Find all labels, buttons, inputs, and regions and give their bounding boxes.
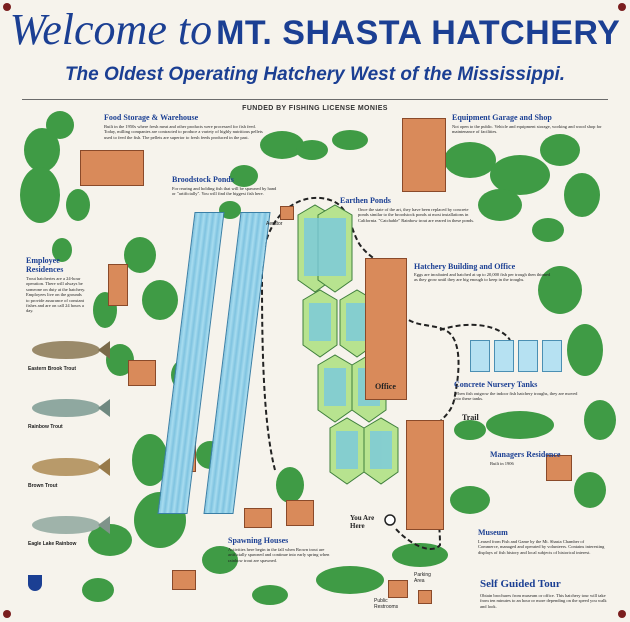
label-broodstock: Broodstock Ponds <box>172 175 234 184</box>
nursery-tank-4 <box>542 340 562 372</box>
trees-top-right <box>444 134 600 242</box>
fish-eagle-lake-rainbow <box>28 510 110 540</box>
label-trail: Trail <box>462 413 479 422</box>
label-food-storage: Food Storage & Warehouse <box>104 113 199 122</box>
desc-spawning: Activities here begin in the fall when Brown trout are artificially spawned and continue into early spring when rainbow trout are spawned. <box>228 547 330 563</box>
restroom-building <box>388 580 408 598</box>
label-restrooms: Public Restrooms <box>374 598 399 610</box>
label-self-guided: Self Guided Tour <box>480 578 561 590</box>
fish-icon <box>28 452 110 482</box>
desc-tanks: When fish outgrow the indoor fish hatchery troughs, they are moved into these tanks. <box>454 391 578 402</box>
title-welcome: Welcome to <box>9 5 213 54</box>
small-outbuilding <box>172 570 196 590</box>
ca-dept-fish-game-logo <box>28 575 42 591</box>
label-you-are-here: You Are Here <box>350 514 375 530</box>
museum-building <box>406 420 444 530</box>
desc-broodstock: For rearing and holding fish that will be spawned by hand or "artificially". You will find the biggest fish here. <box>172 186 277 197</box>
funded-text: FUNDED BY FISHING LICENSE MONIES <box>236 105 394 112</box>
fish-icon <box>28 393 110 423</box>
title-hatchery-name: MT. SHASTA HATCHERY <box>216 14 621 52</box>
label-employee: Employee Residences <box>26 256 64 274</box>
fish-icon <box>28 335 110 365</box>
desc-equipment: Not open to the public. Vehicle and equipment storage, working and wood shop for maintenance of facilities. <box>452 124 602 135</box>
desc-hatchery-building: Eggs are incubated and hatched at up to 20,000 fish per trough then thinned as they grow until they are big enough to keep in the troughs. <box>414 272 551 283</box>
label-hatchery-building: Hatchery Building and Office <box>414 262 516 271</box>
fish-eastern-brook-trout <box>28 335 110 365</box>
equipment-garage-building <box>402 118 446 192</box>
parking-shed <box>418 590 432 604</box>
fish-label-eagle-lake-rainbow: Eagle Lake Rainbow <box>28 541 77 547</box>
spawning-house-1 <box>244 508 272 528</box>
desc-earthen: Once the state of the art, they have been replaced by concrete ponds similar to the broodstock ponds at most installations in California. "Catchable" Rainbow trout are reared in these ponds. <box>358 207 475 223</box>
label-spawning: Spawning Houses <box>228 536 289 545</box>
employee-residence-1 <box>108 264 128 306</box>
label-managers: Managers Residence <box>490 450 561 459</box>
label-tanks: Concrete Nursery Tanks <box>454 380 538 389</box>
desc-managers: Built in 1906 <box>490 461 514 466</box>
employee-residence-2 <box>128 360 156 386</box>
desc-employee: Trout hatcheries are a 24-hour operation. There will always be someone on duty at the hatchery. Employees live on the grounds to provide assurance of constant fishes and are on call 24 hours a day. <box>26 276 86 314</box>
fish-icon <box>28 510 110 540</box>
fish-brown-trout <box>28 452 110 482</box>
food-storage-building <box>80 150 144 186</box>
you-are-here-marker <box>385 515 395 525</box>
label-earthen: Earthen Ponds <box>340 196 391 205</box>
label-office: Office <box>375 382 396 391</box>
desc-self-guided: Obtain brochures from museum or office. This hatchery tour will take from ten minutes to an hour or more depending on the speed you walk and look. <box>480 593 607 609</box>
nursery-tank-2 <box>494 340 514 372</box>
desc-museum: Leased from Fish and Game by the Mt. Shasta Chamber of Commerce, managed and operated by volunteers. Contains interesting displays of fish history and local subjects of historical interest. <box>478 539 605 555</box>
trees-top-left <box>20 111 90 262</box>
aerator-building <box>280 206 294 220</box>
page-subtitle: The Oldest Operating Hatchery West of the Mississippi. <box>64 64 566 85</box>
label-aerator: Aerator <box>266 221 283 227</box>
fish-label-rainbow-trout: Rainbow Trout <box>28 424 63 430</box>
label-parking: Parking Area <box>414 572 431 584</box>
label-equipment: Equipment Garage and Shop <box>452 113 552 122</box>
nursery-tank-1 <box>470 340 490 372</box>
spawning-house-2 <box>286 500 314 526</box>
fish-label-brown-trout: Brown Trout <box>28 483 58 489</box>
fish-label-eastern-brook-trout: Eastern Brook Trout <box>28 366 77 372</box>
nursery-tank-3 <box>518 340 538 372</box>
hatchery-building <box>365 258 407 400</box>
desc-food-storage: Built in the 1950s where fresh meat and other products were processed for fish feed. Today, milling companies are contracted to produce a variety of highly nutritious pellets used to feed the fish. The pellets are superior to fresh feeds produced in the past. <box>104 124 263 140</box>
label-museum: Museum <box>478 528 508 537</box>
fish-rainbow-trout <box>28 393 110 423</box>
trail-loop-right <box>440 325 510 340</box>
